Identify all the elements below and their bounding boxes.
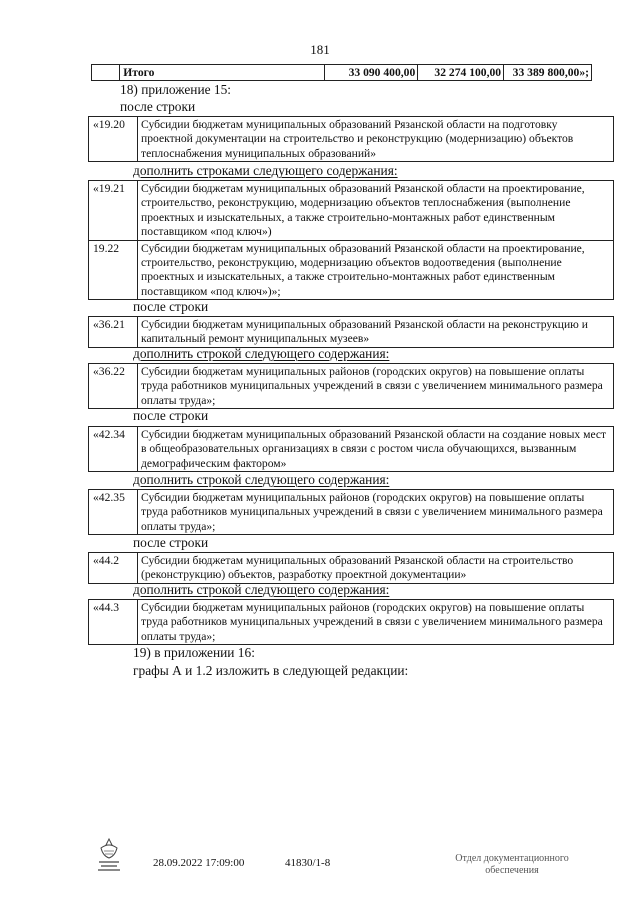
- table-row: [89, 600, 614, 645]
- add-row-label-2: дополнить строкой следующего содержания:: [133, 346, 390, 361]
- table-row: [89, 553, 614, 584]
- row-table-42-34: [88, 426, 614, 472]
- row-text: Субсидии бюджетам муниципальных районов (городских округов) на повышение оплаты труда работников муниципальных учреждений в связи с увеличением минимального размера оплаты труда»;: [138, 490, 614, 535]
- add-row-label-3: дополнить строкой следующего содержания:: [133, 472, 390, 487]
- item-19-heading: 19) в приложении 16:: [133, 645, 255, 660]
- after-row-label-3: после строки: [133, 408, 209, 423]
- row-table-42-35: [88, 489, 614, 535]
- columns-statement: графы А и 1.2 изложить в следующей редакции:: [133, 663, 409, 678]
- row-text: Субсидии бюджетам муниципальных образований Рязанской области на реконструкцию и капитальный ремонт муниципальных музеев»: [138, 317, 614, 348]
- row-text: Субсидии бюджетам муниципальных образований Рязанской области на проектирование, строительство, реконструкцию, модернизацию объектов теплоснабжения (выполнение проектных и изыскательных, а также строительно-монтажных работ единственным поставщиком «под ключ»): [138, 181, 614, 241]
- row-text: Субсидии бюджетам муниципальных образований Рязанской области на строительство (реконструкцию) объектов, разработку проектной документации»: [138, 553, 614, 584]
- row-code: «36.22: [89, 364, 138, 409]
- footer-department-stamp: Отдел документационного обеспечения: [455, 853, 569, 876]
- add-row-label-4: дополнить строкой следующего содержания:: [133, 582, 390, 597]
- table-row: [89, 490, 614, 535]
- row-code: «44.2: [89, 553, 138, 584]
- row-text: Субсидии бюджетам муниципальных образований Рязанской области на подготовку проектной документации на строительство и реконструкцию (модернизацию) объектов теплоснабжения муниципальных образований»: [138, 117, 614, 162]
- footer-datetime: 28.09.2022 17:09:00: [153, 857, 245, 869]
- row-text: Субсидии бюджетам муниципальных районов (городских округов) на повышение оплаты труда работников муниципальных учреждений в связи с увеличением минимального размера оплаты труда»;: [138, 600, 614, 645]
- row-text: Субсидии бюджетам муниципальных районов (городских округов) на повышение оплаты труда работников муниципальных учреждений в связи с увеличением минимального размера оплаты труда»;: [138, 364, 614, 409]
- row-table-36-22: [88, 363, 614, 409]
- table-row: [89, 364, 614, 409]
- row-table-19-21: [88, 180, 614, 300]
- total-row: [92, 65, 592, 81]
- row-text: Субсидии бюджетам муниципальных образований Рязанской области на проектирование, строительство, реконструкцию, модернизацию объектов водоотведения (выполнение проектных и изыскательных, а также строительно-монтажных работ единственным поставщиком «под ключ»)»;: [138, 240, 614, 300]
- row-code: «44.3: [89, 600, 138, 645]
- row-table-44-2: [88, 552, 614, 584]
- add-rows-label-1: дополнить строками следующего содержания:: [133, 163, 398, 178]
- page-number: 181: [310, 42, 330, 57]
- row-table-19-20: [88, 116, 614, 162]
- table-row: [89, 181, 614, 241]
- row-code: «36.21: [89, 317, 138, 348]
- item-18-heading: 18) приложение 15:: [120, 82, 232, 97]
- row-table-44-3: [88, 599, 614, 645]
- total-table: [91, 64, 592, 81]
- row-text: Субсидии бюджетам муниципальных образований Рязанской области на создание новых мест в общеобразовательных организациях в связи с ростом числа обучающихся, вызванным демографическим фактором»: [138, 427, 614, 472]
- row-code: 19.22: [89, 240, 138, 300]
- total-value-3: 33 389 800,00»;: [504, 65, 592, 81]
- row-code: «42.35: [89, 490, 138, 535]
- after-row-label-4: после строки: [133, 535, 209, 550]
- table-row: [89, 117, 614, 162]
- table-row: [89, 427, 614, 472]
- after-row-label-2: после строки: [133, 299, 209, 314]
- table-row: [89, 240, 614, 300]
- total-blank-cell: [92, 65, 120, 81]
- row-code: «19.20: [89, 117, 138, 162]
- row-code: «19.21: [89, 181, 138, 241]
- total-value-2: 32 274 100,00: [418, 65, 504, 81]
- after-row-label-1: после строки: [120, 99, 196, 114]
- row-code: «42.34: [89, 427, 138, 472]
- total-value-1: 33 090 400,00: [325, 65, 418, 81]
- total-label: Итого: [120, 65, 325, 81]
- row-table-36-21: [88, 316, 614, 348]
- table-row: [89, 317, 614, 348]
- footer-doc-number: 41830/1-8: [285, 857, 331, 869]
- signature-emblem-icon: [95, 836, 123, 876]
